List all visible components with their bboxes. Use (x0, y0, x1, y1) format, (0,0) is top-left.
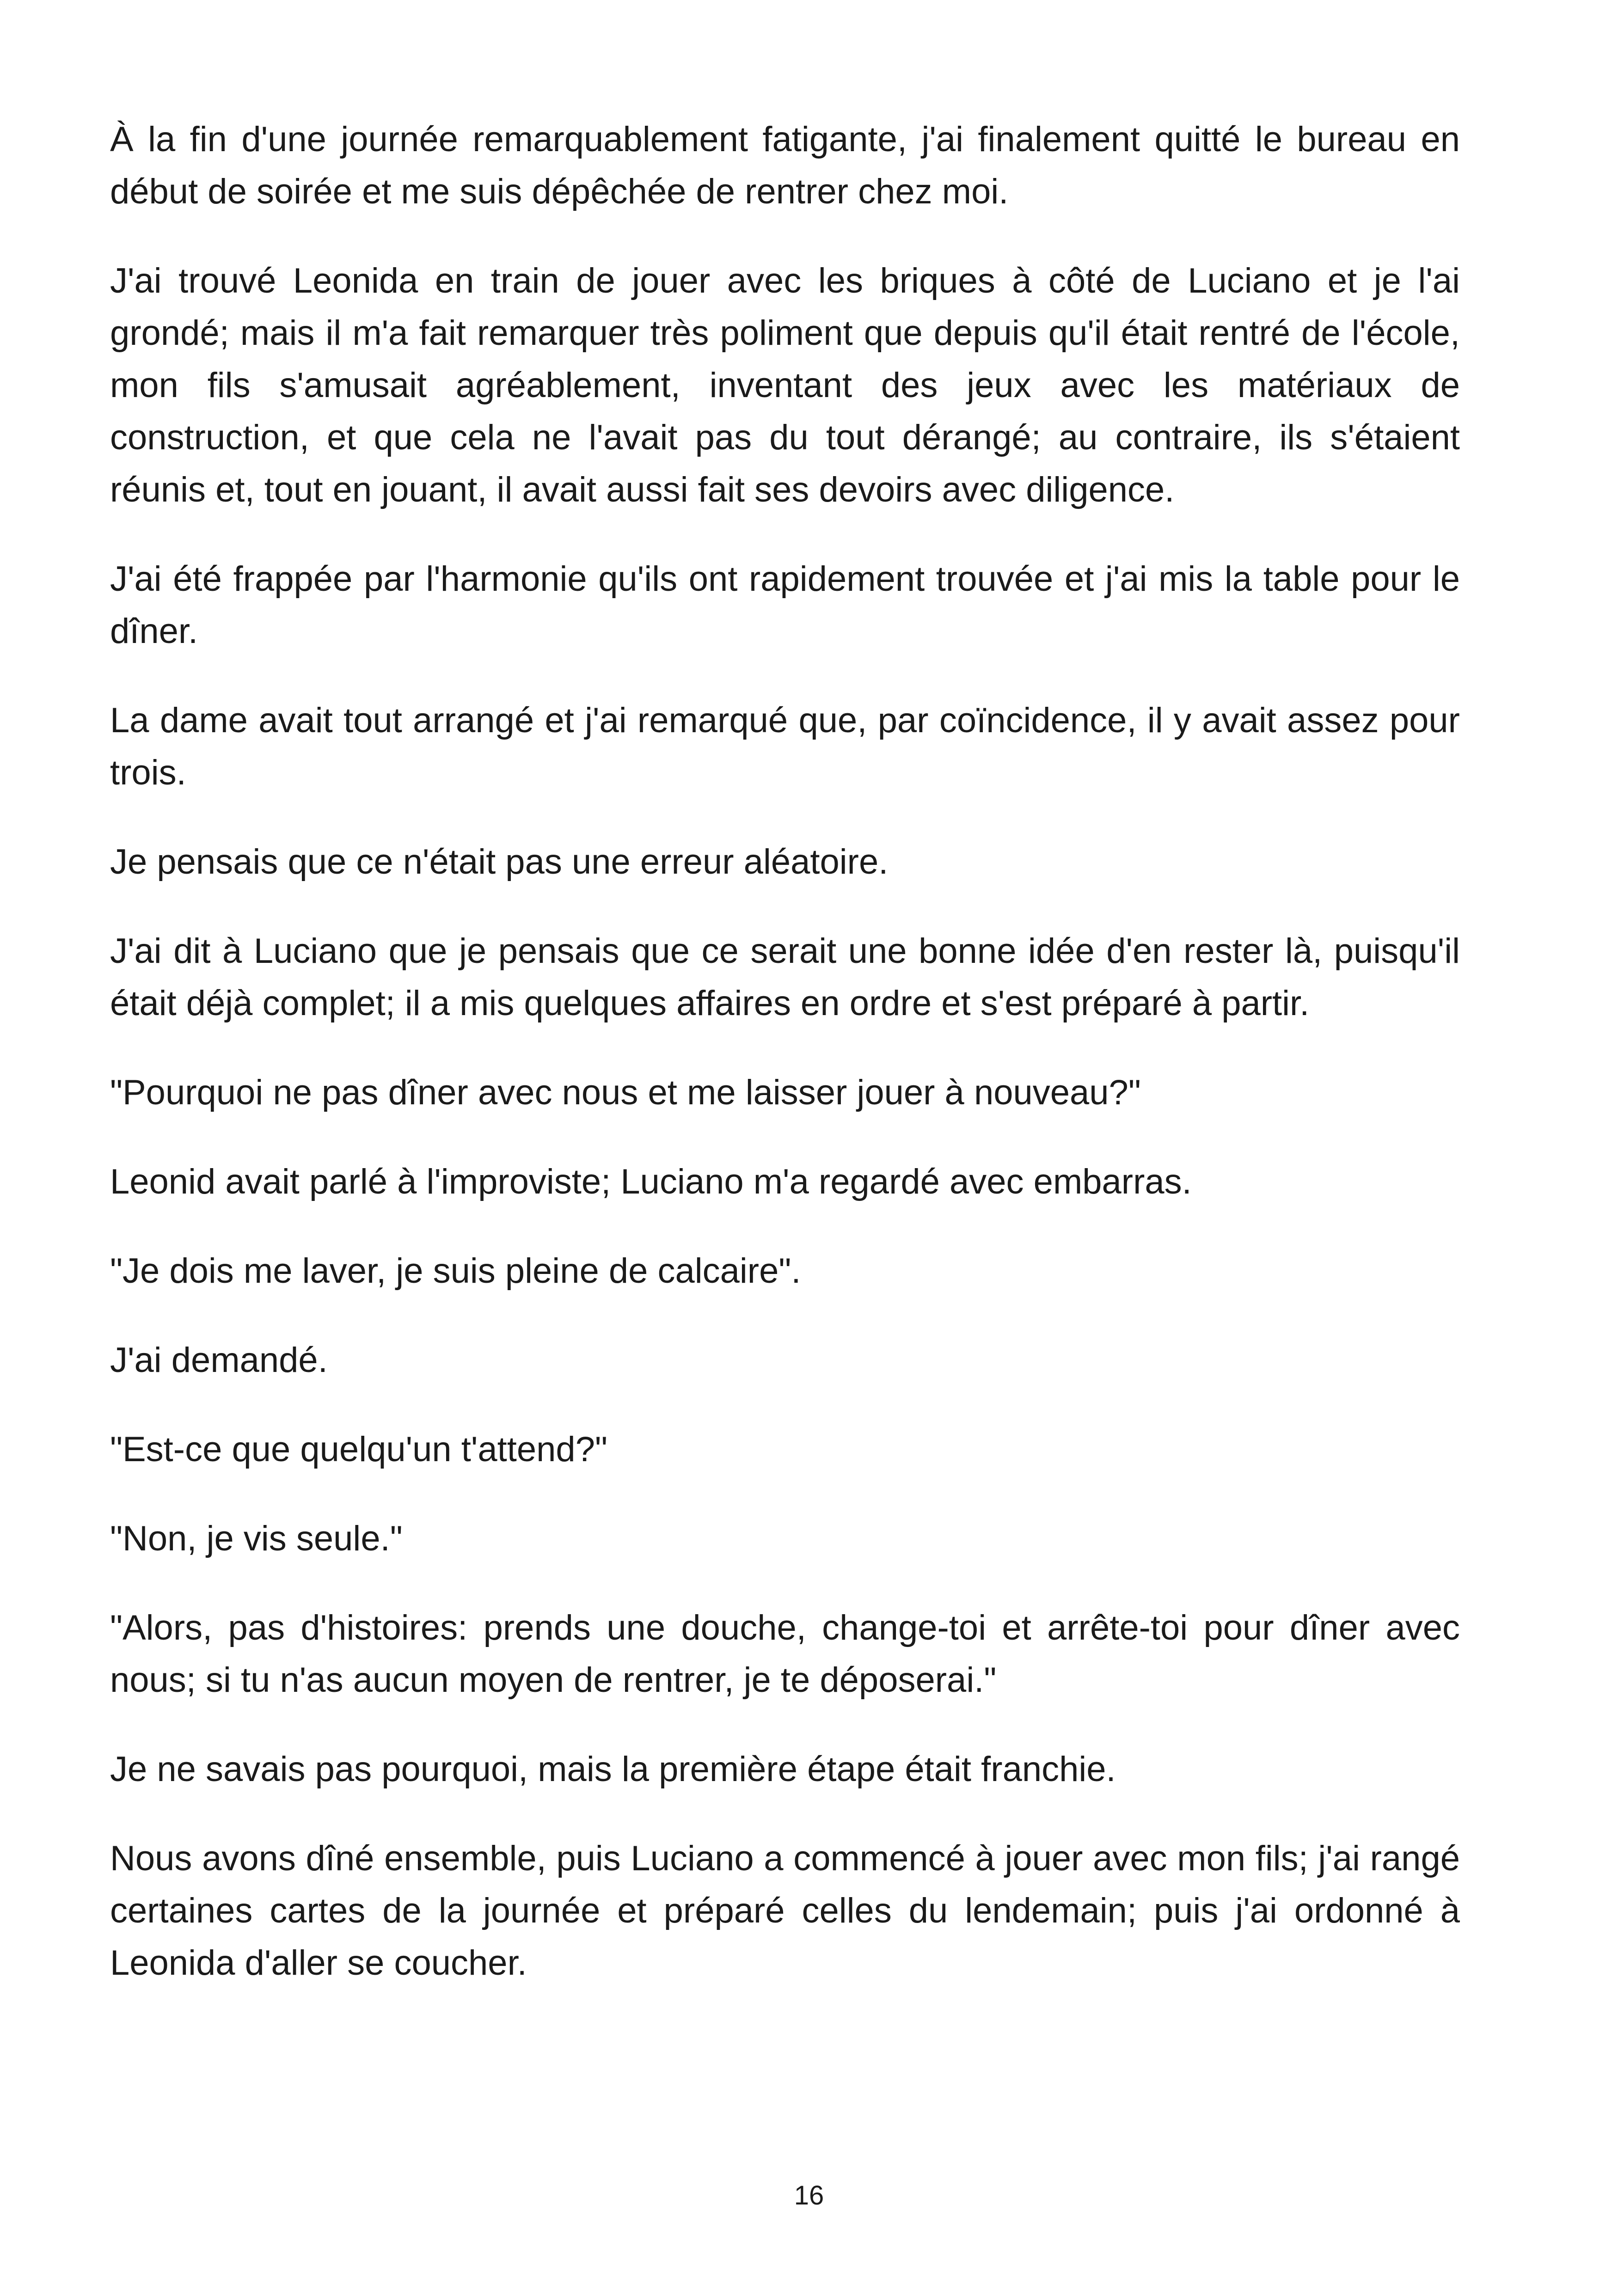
paragraph: J'ai demandé. (110, 1341, 328, 1380)
paragraph: La dame avait tout arrangé et j'ai remarqué que, par coïncidence, il y avait assez pour trois. (110, 701, 1460, 792)
paragraph: J'ai trouvé Leonida en train de jouer avec les briques à côté de Luciano et je l'ai grondé; mais il m'a fait remarquer très poliment que depuis qu'il était rentré de l'école, mon fils s'amusait agréablement, inventant des jeux avec les matériaux de construction, et que cela ne l'avait pas du tout dérangé; au contraire, ils s'étaient réunis et, tout en jouant, il avait aussi fait ses devoirs avec diligence. (110, 261, 1460, 509)
paragraph: Leonid avait parlé à l'improviste; Luciano m'a regardé avec embarras. (110, 1162, 1192, 1201)
text-body (110, 113, 1460, 1989)
paragraph: Nous avons dîné ensemble, puis Luciano a commencé à jouer avec mon fils; j'ai rangé certaines cartes de la journée et préparé celles du lendemain; puis j'ai ordonné à Leonida d'aller se coucher. (110, 1839, 1460, 1983)
paragraph: Je pensais que ce n'était pas une erreur aléatoire. (110, 842, 889, 882)
paragraph: "Je dois me laver, je suis pleine de calcaire". (110, 1251, 801, 1291)
paragraph: Je ne savais pas pourquoi, mais la première étape était franchie. (110, 1750, 1116, 1789)
paragraph: "Pourquoi ne pas dîner avec nous et me laisser jouer à nouveau?" (110, 1073, 1141, 1112)
paragraph: J'ai dit à Luciano que je pensais que ce serait une bonne idée d'en rester là, puisqu'il était déjà complet; il a mis quelques affaires en ordre et s'est préparé à partir. (110, 931, 1460, 1023)
paragraph: "Non, je vis seule." (110, 1519, 403, 1558)
paragraph: À la fin d'une journée remarquablement fatigante, j'ai finalement quitté le bureau en début de soirée et me suis dépêchée de rentrer chez moi. (110, 120, 1460, 211)
paragraph: "Alors, pas d'histoires: prends une douche, change-toi et arrête-toi pour dîner avec nous; si tu n'as aucun moyen de rentrer, je te déposerai." (110, 1608, 1460, 1700)
paragraph: J'ai été frappée par l'harmonie qu'ils ont rapidement trouvée et j'ai mis la table pour le dîner. (110, 559, 1460, 651)
page-number: 16 (794, 2180, 824, 2210)
paragraph: "Est-ce que quelqu'un t'attend?" (110, 1430, 607, 1469)
